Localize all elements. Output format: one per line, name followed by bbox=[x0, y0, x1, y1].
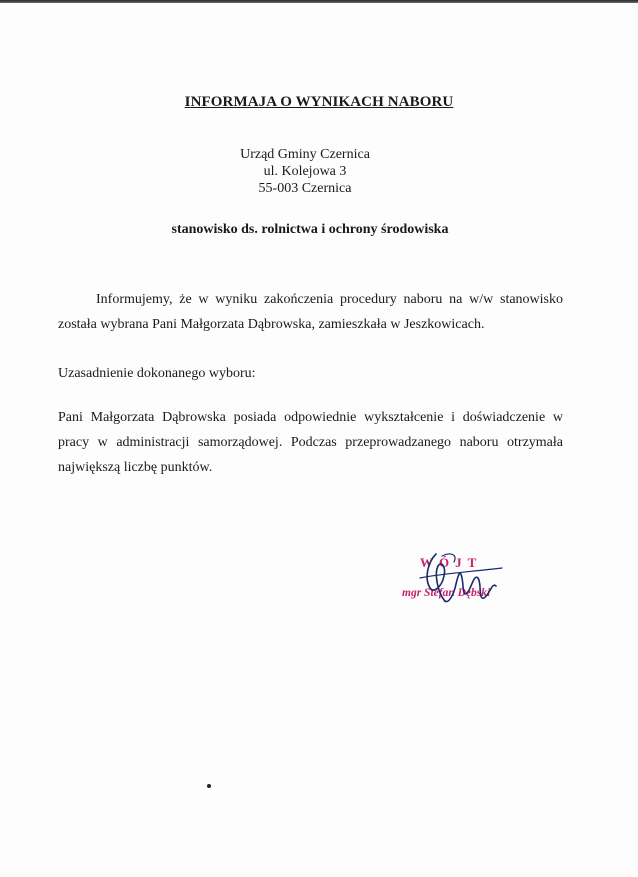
handwritten-signature bbox=[398, 548, 538, 610]
scan-speck bbox=[207, 784, 211, 788]
office-address bbox=[210, 146, 400, 197]
address-line-office: Urząd Gminy Czernica bbox=[240, 147, 370, 162]
document-title: INFORMAJA O WYNIKACH NABORU bbox=[184, 94, 454, 110]
result-paragraph: Informujemy, że w wyniku zakończenia procedury naboru na w/w stanowisko została wybrana Pani Małgorzata Dąbrowska, zamieszkała w Jeszkowicach. bbox=[58, 292, 563, 332]
scan-edge bbox=[0, 0, 638, 3]
stamp-name: mgr Stefan Dębski bbox=[402, 587, 491, 599]
address-line-street: ul. Kolejowa 3 bbox=[263, 164, 347, 179]
justification-paragraph: Pani Małgorzata Dąbrowska posiada odpowiednie wykształcenie i doświadczenie w pracy w administracji samorządowej. Podczas przeprowadzanego naboru otrzymała największą liczbę punktów. bbox=[58, 410, 563, 475]
job-position: stanowisko ds. rolnictwa i ochrony środowiska bbox=[171, 222, 449, 237]
stamp-title: WÓJT bbox=[420, 555, 483, 570]
justification-heading: Uzasadnienie dokonanego wyboru: bbox=[58, 366, 256, 381]
address-line-postal: 55-003 Czernica bbox=[258, 181, 352, 196]
